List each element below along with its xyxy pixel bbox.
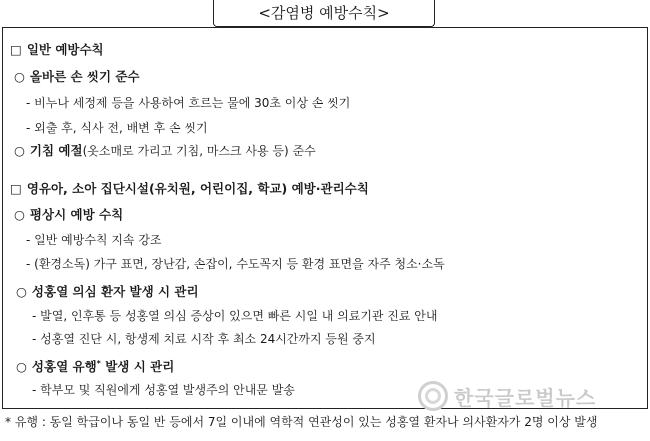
circle-bullet-icon: ○ (14, 207, 25, 222)
list-item: - 외출 후, 식사 전, 배변 후 손 씻기 (26, 121, 208, 135)
subsection-heading-text-cont: 발생 시 관리 (100, 359, 175, 375)
watermark-logo-icon (418, 381, 448, 411)
subsection-heading-detail: (옷소매로 가리고 기침, 마스크 사용 등) 준수 (82, 144, 316, 158)
section-heading (10, 180, 369, 198)
subsection-heading-text: 성홍열 의심 환자 발생 시 관리 (31, 284, 199, 299)
subsection-heading-text: 기침 예절 (29, 143, 83, 158)
page-title: <감염병 예방수칙> (213, 0, 435, 27)
section-heading-text: 영유아, 소아 집단시설(유치원, 어린이집, 학교) 예방·관리수칙 (26, 181, 369, 196)
list-item: - 발열, 인후통 등 성홍열 의심 증상이 있으면 빠른 시일 내 의료기관 진료 안내 (32, 309, 438, 323)
subsection-heading (14, 68, 140, 86)
list-item: - (환경소독) 가구 표면, 장난감, 손잡이, 수도꼭지 등 환경 표면을 자주 청소·소독 (26, 257, 445, 271)
subsection-heading (14, 142, 316, 160)
circle-bullet-icon: ○ (16, 359, 27, 375)
watermark (418, 381, 596, 411)
subsection-heading-text: 성홍열 유행 (31, 359, 97, 375)
square-bullet-icon: □ (10, 42, 22, 57)
watermark-text: 한국글로벌뉴스 (454, 385, 597, 410)
circle-bullet-icon: ○ (16, 284, 27, 299)
circle-bullet-icon: ○ (14, 69, 25, 84)
section-heading (10, 41, 104, 59)
subsection-heading (14, 206, 123, 224)
footnote-marker: * (96, 359, 101, 368)
list-item: - 성홍열 진단 시, 항생제 치료 시작 후 최소 24시간까지 등원 중지 (32, 332, 376, 346)
subsection-heading (16, 283, 199, 301)
subsection-heading-text: 평상시 예방 수칙 (29, 207, 124, 222)
list-item: - 비누나 세정제 등을 사용하여 흐르는 물에 30초 이상 손 씻기 (26, 96, 351, 110)
section-heading-text: 일반 예방수칙 (26, 42, 104, 57)
subsection-heading-text: 올바른 손 씻기 준수 (29, 69, 140, 84)
subsection-heading (16, 355, 174, 376)
list-item: - 일반 예방수칙 지속 강조 (26, 233, 162, 247)
circle-bullet-icon: ○ (14, 143, 25, 158)
footnote: * 유행 : 동일 학급이나 동일 반 등에서 7일 이내에 역학적 연관성이 있는 성홍열 환자나 의사환자가 2명 이상 발생 (5, 415, 598, 429)
square-bullet-icon: □ (10, 181, 22, 196)
list-item: - 학부모 및 직원에게 성홍열 발생주의 안내문 발송 (32, 383, 295, 397)
